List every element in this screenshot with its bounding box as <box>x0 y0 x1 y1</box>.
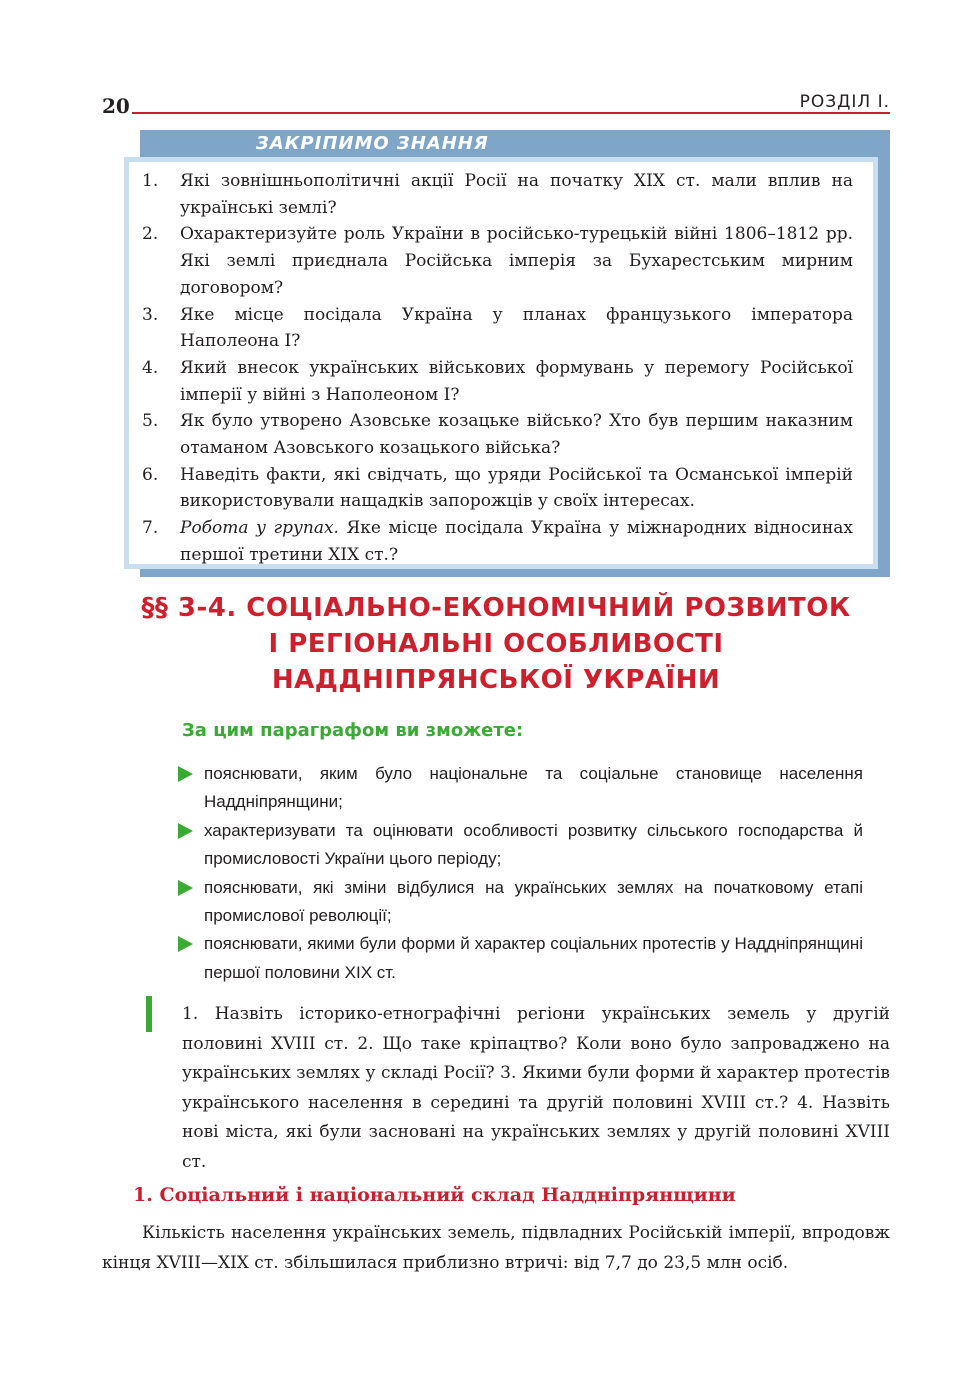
triangle-bullet-icon <box>178 766 193 782</box>
question-italic-prefix: Робота у групах. <box>180 518 339 539</box>
review-question <box>142 515 853 568</box>
goal-text: характеризувати та оцінювати особливості розвитку сільського господарства й промисловості України цього періоду; <box>204 820 863 869</box>
recall-questions: 1. Назвіть історико-етнографічні регіони українських земель у другій половині XVIII ст. 2. Що таке кріпацтво? Коли воно було запроваджено на українських землях у складі Росії? 3. Якими були форми й характер протестів українського населення в середині та другій половині XVIII ст.? 4. Назвіть нові міста, які були засновані на українських землях у другій половині XVIII ст. <box>182 1004 890 1172</box>
question-number: 5. <box>142 411 159 432</box>
learning-goal <box>178 817 863 874</box>
question-number: 4. <box>142 357 159 378</box>
review-question <box>142 302 853 355</box>
page-number: 20 <box>102 94 130 118</box>
review-question <box>142 221 853 301</box>
review-question <box>142 462 853 515</box>
goal-text: пояснювати, яким було національне та соціальне становище населення Наддніпрянщини; <box>204 764 863 812</box>
goal-text: пояснювати, якими були форми й характер соціальних протестів у Наддніпрянщині першої половини ХІХ ст. <box>204 934 863 982</box>
question-text: Які зовнішньополітичні акції Росії на початку ХІХ ст. мали вплив на українські землі? <box>180 171 853 218</box>
chapter-title-line: §§ 3-4. СОЦІАЛЬНО-ЕКОНОМІЧНИЙ РОЗВИТОК <box>141 593 851 623</box>
section-label: РОЗДІЛ І. <box>799 92 890 112</box>
question-number: 3. <box>142 304 159 325</box>
question-number: 2. <box>142 224 159 245</box>
question-text: Як було утворено Азовське козацьке військо? Хто був першим наказним отаманом Азовського козацького війська? <box>180 411 853 459</box>
review-question-list <box>142 168 853 569</box>
page-header <box>102 92 890 116</box>
header-rule <box>132 112 890 114</box>
chapter-title <box>102 590 890 698</box>
chapter-title-line: І РЕГІОНАЛЬНІ ОСОБЛИВОСТІ <box>268 629 724 659</box>
question-text: Наведіть факти, які свідчать, що уряди Російської та Османської імперій використовували нащадків запорожців у своїх інтересах. <box>180 464 853 512</box>
goal-text: пояснювати, які зміни відбулися на українських землях на початковому етапі промислової революції; <box>204 877 863 926</box>
question-text: Який внесок українських військових формувань у перемогу Російської імперії у війні з Наполеоном І? <box>180 357 853 405</box>
question-text: Яке місце посідала Україна у планах французького імператора Наполеона І? <box>180 304 853 352</box>
learning-goal <box>178 930 863 987</box>
section-heading: 1. Соціальний і національний склад Наддніпрянщини <box>133 1184 736 1206</box>
learning-goal <box>178 874 863 931</box>
question-number: 6. <box>142 464 159 485</box>
question-number: 7. <box>142 518 159 539</box>
question-text: Охарактеризуйте роль України в російсько-турецькій війні 1806–1812 рр. Які землі приєднала Російська імперія за Бухарестським мирним договором? <box>180 224 853 298</box>
review-title: ЗАКРІПИМО ЗНАННЯ <box>256 133 489 154</box>
question-number: 1. <box>142 171 159 191</box>
learning-goals-title: За цим параграфом ви зможете: <box>182 720 524 741</box>
triangle-bullet-icon <box>178 936 193 952</box>
review-question <box>142 408 853 461</box>
review-questions-box <box>124 130 890 577</box>
review-question <box>142 355 853 408</box>
recall-marker-bar <box>146 996 152 1032</box>
question-text: Яке місце посідала Україна у міжнародних відносинах першої третини ХІХ ст.? <box>180 518 853 565</box>
chapter-title-line: НАДДНІПРЯНСЬКОЇ УКРАЇНИ <box>271 665 721 695</box>
triangle-bullet-icon <box>178 880 193 896</box>
learning-goal <box>178 760 863 817</box>
review-panel <box>124 157 878 569</box>
review-question <box>142 168 853 221</box>
learning-goals-list <box>178 760 863 987</box>
body-paragraph: Кількість населення українських земель, підвладних Російській імперії, впродовж кінця XVIII—XIX ст. збільшилася приблизно втричі: від 7,7 до 23,5 млн осіб. <box>102 1223 890 1273</box>
triangle-bullet-icon <box>178 823 193 839</box>
